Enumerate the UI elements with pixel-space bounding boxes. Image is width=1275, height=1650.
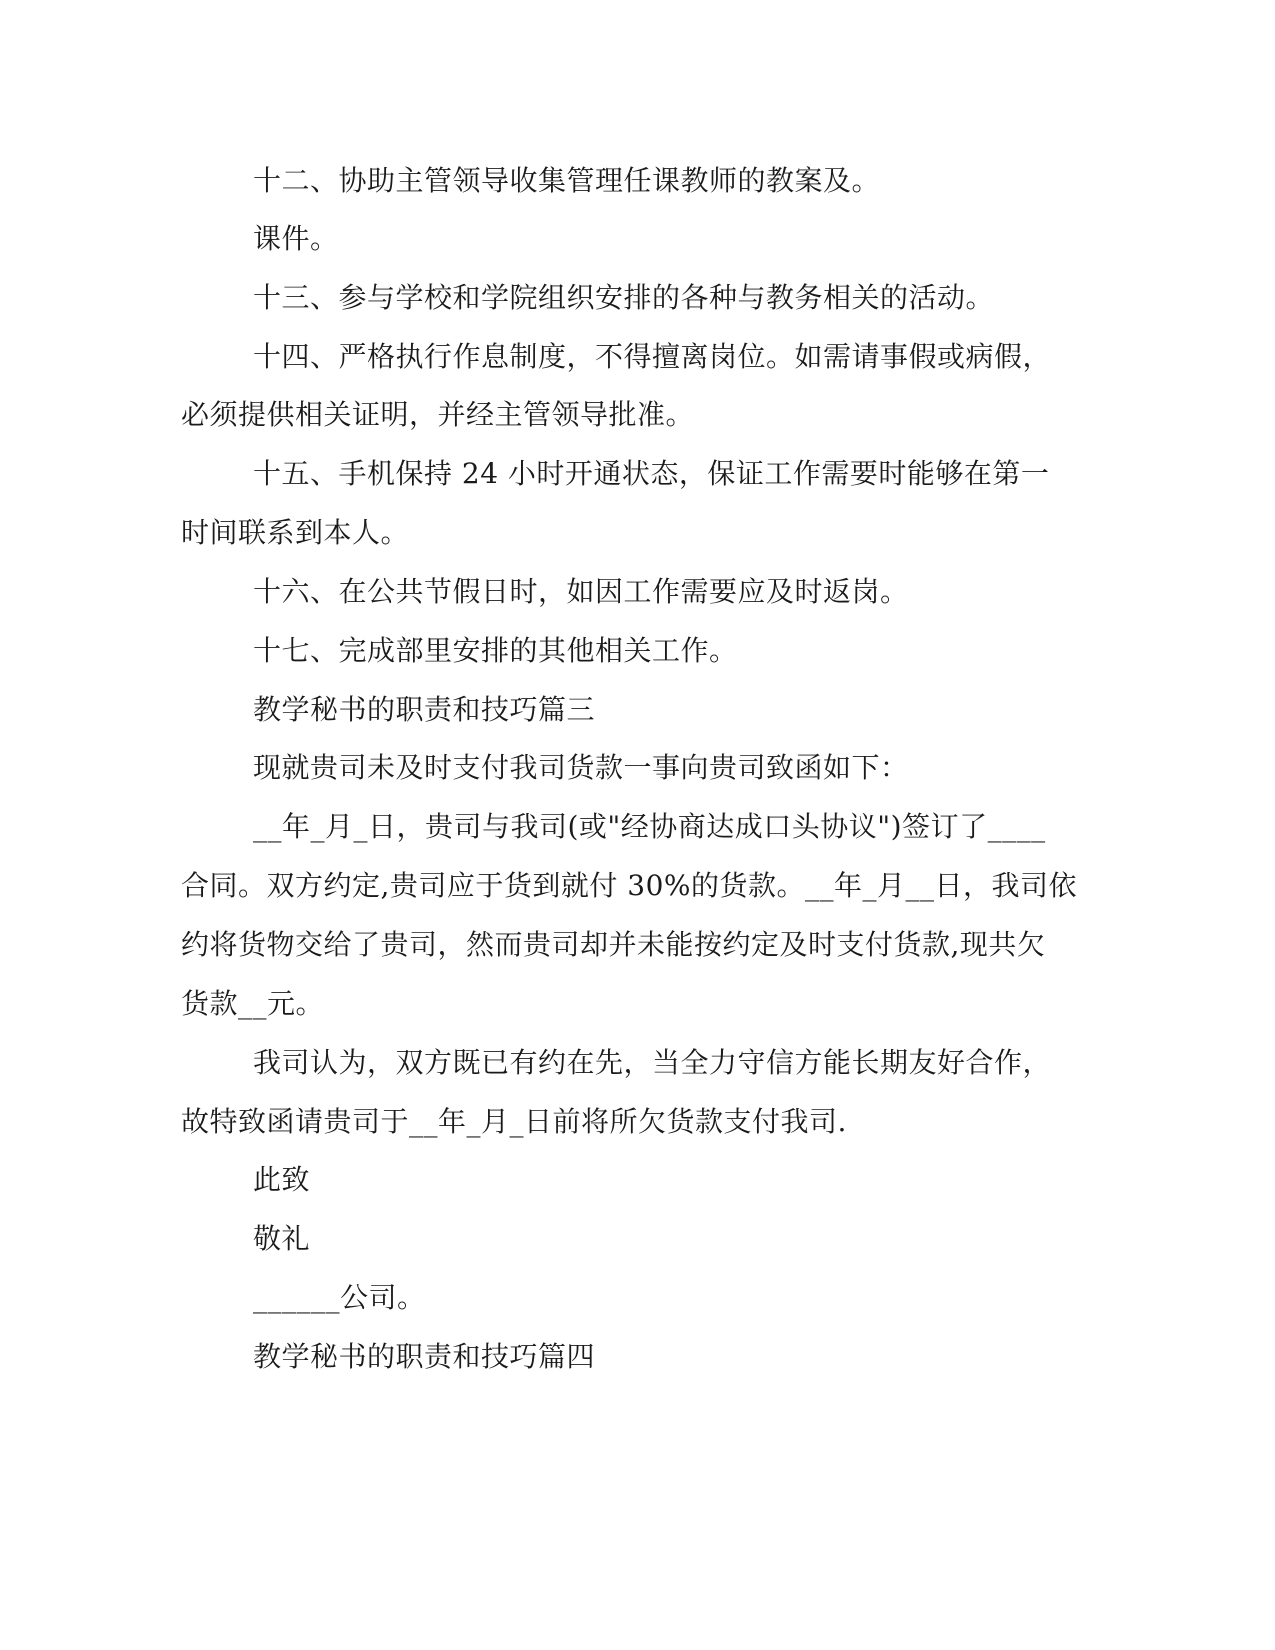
signature-line: ______公司。 <box>253 1281 426 1314</box>
paragraph-line: 约将货物交给了贵司，然而贵司却并未能按约定及时支付货款,现共欠 <box>181 928 1046 961</box>
paragraph-line: 十七、完成部里安排的其他相关工作。 <box>253 634 738 667</box>
closing-line: 此致 <box>253 1163 311 1196</box>
paragraph-line: 十二、协助主管领导收集管理任课教师的教案及。 <box>253 164 881 197</box>
paragraph-line: 我司认为，双方既已有约在先，当全力守信方能长期友好合作， <box>253 1046 1052 1079</box>
paragraph-line: 十六、在公共节假日时，如因工作需要应及时返岗。 <box>253 575 909 608</box>
paragraph-line: 十五、手机保持 24 小时开通状态，保证工作需要时能够在第一 <box>253 457 1050 490</box>
paragraph-line: 课件。 <box>253 222 339 255</box>
paragraph-line: __年_月_日，贵司与我司(或"经协商达成口头协议")签订了____ <box>253 810 1046 843</box>
paragraph-line: 合同。双方约定,贵司应于货到就付 30%的货款。__年_月__日，我司依 <box>181 869 1078 902</box>
paragraph-line: 故特致函请贵司于__年_月_日前将所欠货款支付我司. <box>181 1105 847 1138</box>
paragraph-line: 货款__元。 <box>181 987 325 1020</box>
paragraph-line: 现就贵司未及时支付我司货款一事向贵司致函如下： <box>253 751 909 784</box>
paragraph-line: 十四、严格执行作息制度，不得擅离岗位。如需请事假或病假， <box>253 340 1052 373</box>
paragraph-line: 时间联系到本人。 <box>181 516 410 549</box>
paragraph-line: 必须提供相关证明，并经主管领导批准。 <box>181 398 695 431</box>
section-heading: 教学秘书的职责和技巧篇三 <box>253 693 596 726</box>
section-heading: 教学秘书的职责和技巧篇四 <box>253 1340 596 1373</box>
closing-line: 敬礼 <box>253 1222 311 1255</box>
paragraph-line: 十三、参与学校和学院组织安排的各种与教务相关的活动。 <box>253 281 995 314</box>
